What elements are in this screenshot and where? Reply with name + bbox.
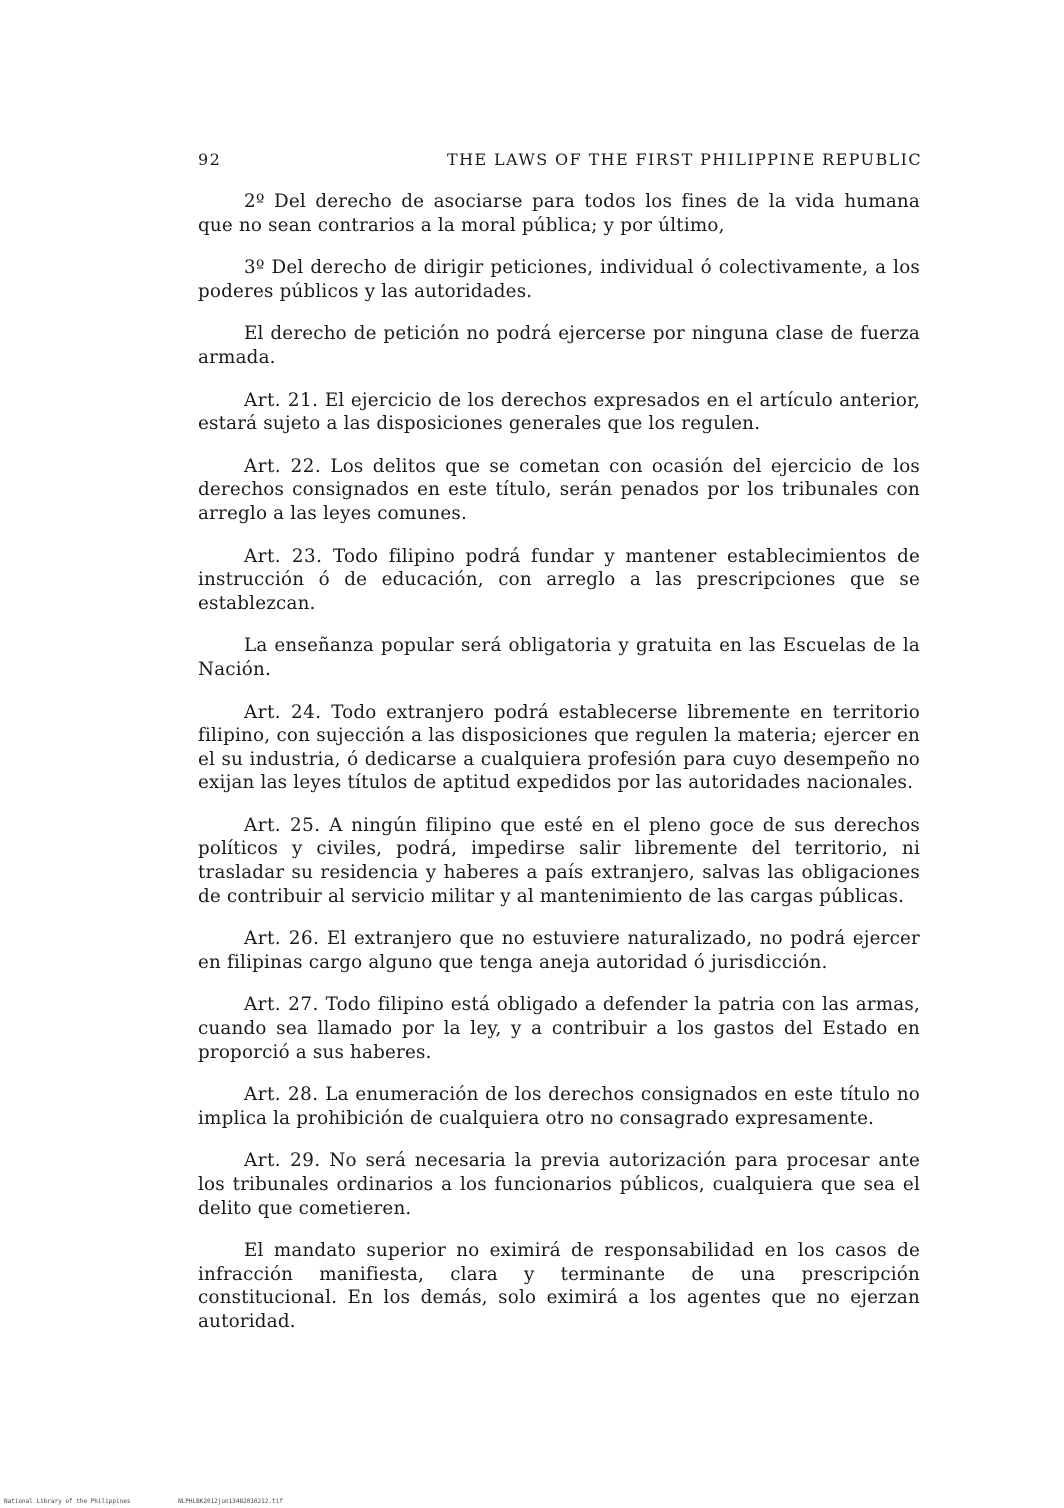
paragraph-text: La enseñanza popular será obligatoria y gratuita en las Escuelas de la Nación. bbox=[198, 635, 920, 680]
article-label: Art. 24. bbox=[244, 701, 322, 723]
paragraph bbox=[198, 701, 920, 795]
article-label: Art. 23. bbox=[244, 545, 323, 567]
paragraph bbox=[198, 389, 920, 436]
paragraph-text: 2º Del derecho de asociarse para todos los fines de la vida humana que no sean contrarios a la moral pública; y por último, bbox=[198, 191, 920, 236]
paragraph bbox=[198, 1239, 920, 1333]
paragraph bbox=[198, 190, 920, 237]
paragraph-text: El derecho de petición no podrá ejercerse por ninguna clase de fuerza armada. bbox=[198, 323, 920, 368]
page-header bbox=[198, 150, 922, 174]
article-label: Art. 29. bbox=[244, 1150, 321, 1172]
page-number: 92 bbox=[198, 150, 222, 169]
paragraph-text: El extranjero que no estuviere naturalizado, no podrá ejercer en filipinas cargo alguno que tenga aneja autoridad ó jurisdicción. bbox=[198, 928, 920, 973]
paragraph bbox=[198, 1083, 920, 1130]
paragraph bbox=[198, 634, 920, 681]
paragraph bbox=[198, 256, 920, 303]
paragraph-text: A ningún filipino que esté en el pleno goce de sus derechos políticos y civiles, podrá, impedirse salir libremente del territorio, ni trasladar su residencia y haberes a país extranjero, salvas las obligaciones de contribuir al servicio militar y al mantenimiento de las cargas públicas. bbox=[198, 814, 921, 907]
article-label: Art. 26. bbox=[244, 928, 320, 950]
paragraph-text: La enumeración de los derechos consignados en este título no implica la prohibición de cualquiera otro no consagrado expresamente. bbox=[198, 1084, 921, 1129]
article-label: Art. 25. bbox=[244, 814, 321, 836]
paragraph bbox=[198, 814, 920, 908]
paragraph-text: 3º Del derecho de dirigir peticiones, individual ó colectivamente, a los poderes públicos y las autoridades. bbox=[198, 257, 920, 302]
paragraph bbox=[198, 927, 920, 974]
article-label: Art. 21. bbox=[244, 389, 319, 411]
paragraph bbox=[198, 993, 920, 1064]
paragraph-text: El mandato superior no eximirá de responsabilidad en los casos de infracción manifiesta, clara y terminante de una prescripción constitucional. En los demás, solo eximirá a los agentes que no ejerzan autoridad. bbox=[198, 1240, 920, 1332]
paragraph bbox=[198, 322, 920, 369]
scan-footer bbox=[4, 1498, 327, 1505]
paragraph-text: Todo extranjero podrá establecerse libremente en territorio filipino, con sujección a las disposiciones que regulen la materia; ejercer en el su industria, ó dedicarse a cualquiera profesión para cuyo desempeño no exijan las leyes títulos de aptitud expedidos por las autoridades nacionales. bbox=[198, 701, 920, 794]
paragraph bbox=[198, 545, 920, 616]
file-id: NLPHLBK2012jun13482010212.tif bbox=[178, 1498, 283, 1505]
running-title: THE LAWS OF THE FIRST PHILIPPINE REPUBLIC bbox=[447, 150, 922, 169]
paragraph-text: No será necesaria la previa autorización para procesar ante los tribunales ordinarios a los funcionarios públicos, cualquiera que sea el delito que cometieren. bbox=[198, 1150, 920, 1219]
paragraph bbox=[198, 455, 920, 526]
article-label: Art. 28. bbox=[244, 1084, 319, 1106]
paragraph-text: El ejercicio de los derechos expresados en el artículo anterior, estará sujeto a las disposiciones generales que los regulen. bbox=[198, 389, 921, 435]
paragraph bbox=[198, 1149, 920, 1220]
article-label: Art. 22. bbox=[244, 455, 322, 477]
article-label: Art. 27. bbox=[244, 994, 319, 1016]
paragraph-text: Todo filipino podrá fundar y mantener establecimientos de instrucción ó de educación, con arreglo a las prescripciones que se establezcan. bbox=[198, 545, 921, 614]
library-credit: National Library of the Philippines bbox=[4, 1498, 131, 1505]
paragraph-text: Los delitos que se cometan con ocasión del ejercicio de los derechos consignados en este título, serán penados por los tribunales con arreglo a las leyes comunes. bbox=[198, 455, 921, 524]
paragraph-text: Todo filipino está obligado a defender la patria con las armas, cuando sea llamado por la ley, y a contribuir a los gastos del Estado en proporció a sus haberes. bbox=[198, 994, 920, 1063]
body-text bbox=[198, 190, 920, 1353]
